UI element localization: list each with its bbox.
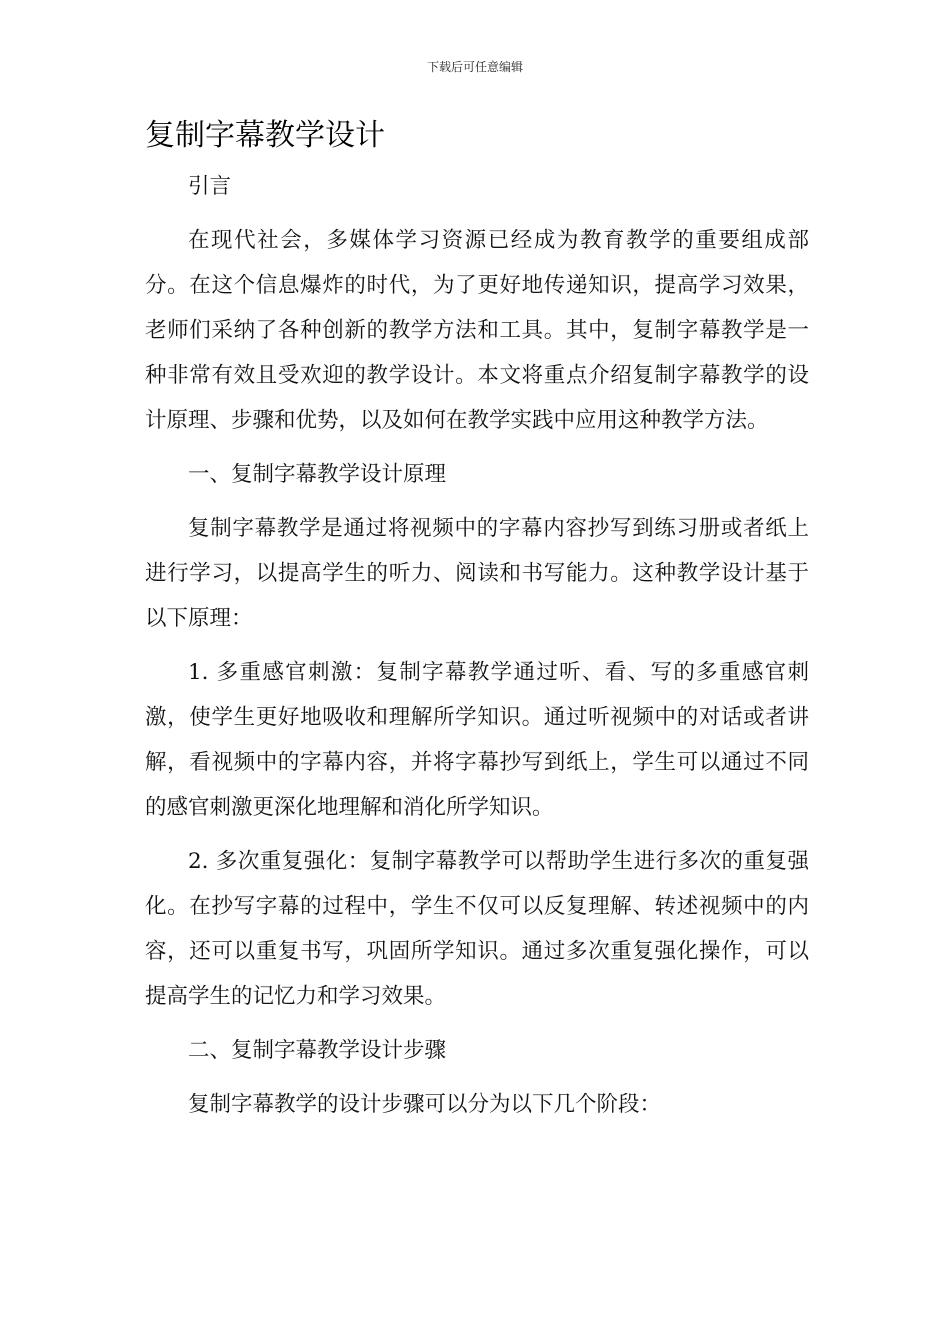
paragraph-section-1: 复制字幕教学是通过将视频中的字幕内容抄写到练习册或者纸上进行学习，以提高学生的听力、阅读和书写能力。这种教学设计基于以下原理： [145, 516, 809, 631]
list-item-1: 1. 多重感官刺激：复制字幕教学通过听、看、写的多重感官刺激，使学生更好地吸收和理解所学知识。通过听视频中的对话或者讲解，看视频中的字幕内容，并将字幕抄写到纸上，学生可以通过不同的感官刺激更深化地理解和消化所学知识。 [145, 660, 809, 820]
page-header-note: 下载后可任意编辑 [426, 60, 523, 74]
document-body [145, 164, 809, 1136]
heading-intro: 引言 [188, 174, 232, 199]
heading-section-1: 一、复制字幕教学设计原理 [188, 462, 447, 487]
paragraph-intro: 在现代社会，多媒体学习资源已经成为教育教学的重要组成部分。在这个信息爆炸的时代，为了更好地传递知识，提高学习效果，老师们采纳了各种创新的教学方法和工具。其中，复制字幕教学是一种非常有效且受欢迎的教学设计。本文将重点介绍复制字幕教学的设计原理、步骤和优势，以及如何在教学实践中应用这种教学方法。 [145, 228, 809, 433]
heading-section-2: 二、复制字幕教学设计步骤 [188, 1038, 447, 1063]
paragraph-section-2: 复制字幕教学的设计步骤可以分为以下几个阶段： [188, 1092, 662, 1117]
document-title: 复制字幕教学设计 [145, 118, 385, 153]
list-item-2: 2. 多次重复强化：复制字幕教学可以帮助学生进行多次的重复强化。在抄写字幕的过程中，学生不仅可以反复理解、转述视频中的内容，还可以重复书写，巩固所学知识。通过多次重复强化操作，可以提高学生的记忆力和学习效果。 [145, 849, 809, 1009]
